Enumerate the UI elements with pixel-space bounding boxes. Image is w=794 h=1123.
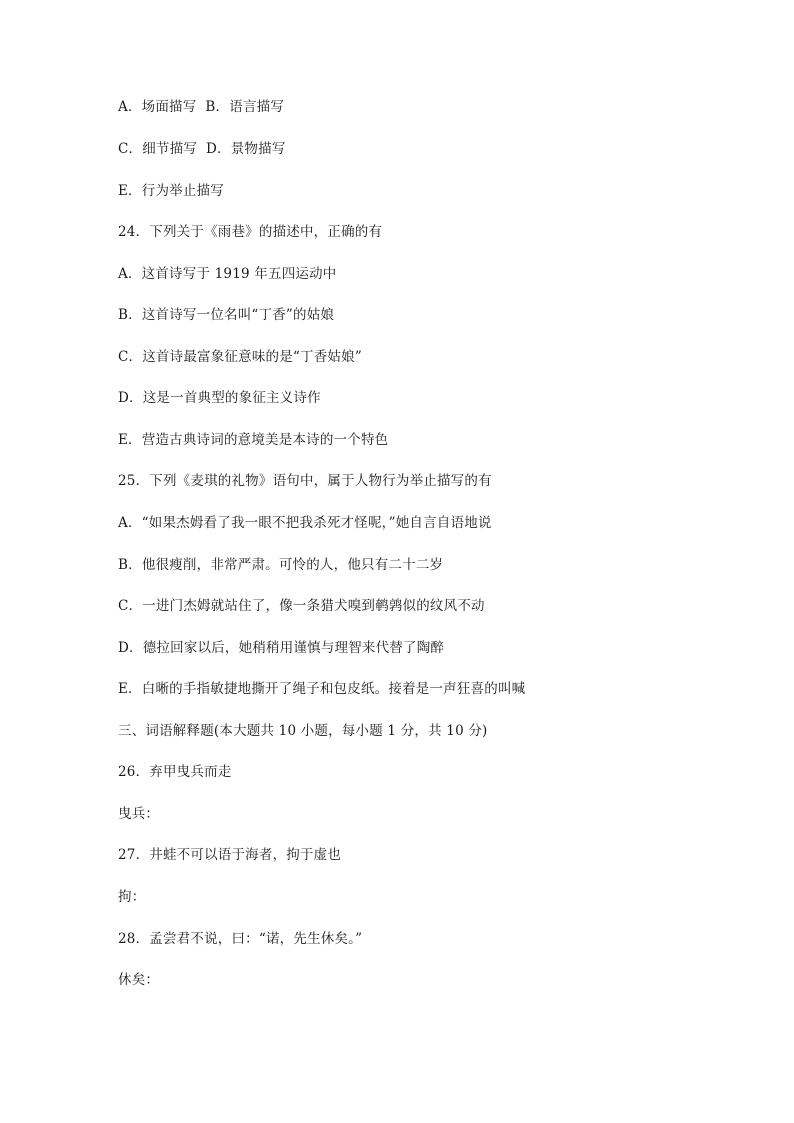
q25-option-c: C．一进门杰姆就站住了，像一条猎犬嗅到鹌鹑似的纹风不动	[118, 598, 485, 614]
q23-option-e: E．行为举止描写	[118, 183, 224, 199]
question-24: 24．下列关于《雨巷》的描述中，正确的有	[118, 224, 383, 240]
question-25: 25．下列《麦琪的礼物》语句中，属于人物行为举止描写的有	[118, 473, 492, 489]
q23-options-cd: C．细节描写 D．景物描写	[118, 141, 286, 157]
q26-answer-prompt: 曳兵：	[118, 806, 160, 822]
q24-option-a: A．这首诗写于 1919 年五四运动中	[118, 266, 337, 282]
q24-option-c: C．这首诗最富象征意味的是“丁香姑娘”	[118, 349, 362, 365]
q24-option-b: B．这首诗写一位名叫“丁香”的姑娘	[118, 307, 335, 323]
section-3-heading: 三、词语解释题(本大题共 10 小题，每小题 1 分，共 10 分)	[118, 723, 488, 739]
q27-answer-prompt: 拘：	[118, 889, 146, 905]
q24-option-e: E．营造古典诗词的意境美是本诗的一个特色	[118, 432, 389, 448]
q25-option-a: A．“如果杰姆看了我一眼不把我杀死才怪呢，”她自言自语地说	[118, 515, 492, 531]
question-26: 26．弃甲曳兵而走	[118, 764, 232, 780]
q24-option-d: D．这是一首典型的象征主义诗作	[118, 390, 321, 406]
q25-option-d: D．德拉回家以后，她稍稍用谨慎与理智来代替了陶醉	[118, 640, 445, 656]
question-27: 27．井蛙不可以语于海者，拘于虚也	[118, 847, 342, 863]
question-28: 28．孟尝君不说，曰：“诺，先生休矣。”	[118, 931, 363, 947]
q25-option-b: B．他很瘦削，非常严肃。可怜的人，他只有二十二岁	[118, 557, 444, 573]
q25-option-e: E．白晰的手指敏捷地撕开了绳子和包皮纸。接着是一声狂喜的叫喊	[118, 681, 526, 697]
q28-answer-prompt: 休矣：	[118, 972, 160, 988]
q23-options-ab: A．场面描写 B．语言描写	[118, 99, 285, 115]
